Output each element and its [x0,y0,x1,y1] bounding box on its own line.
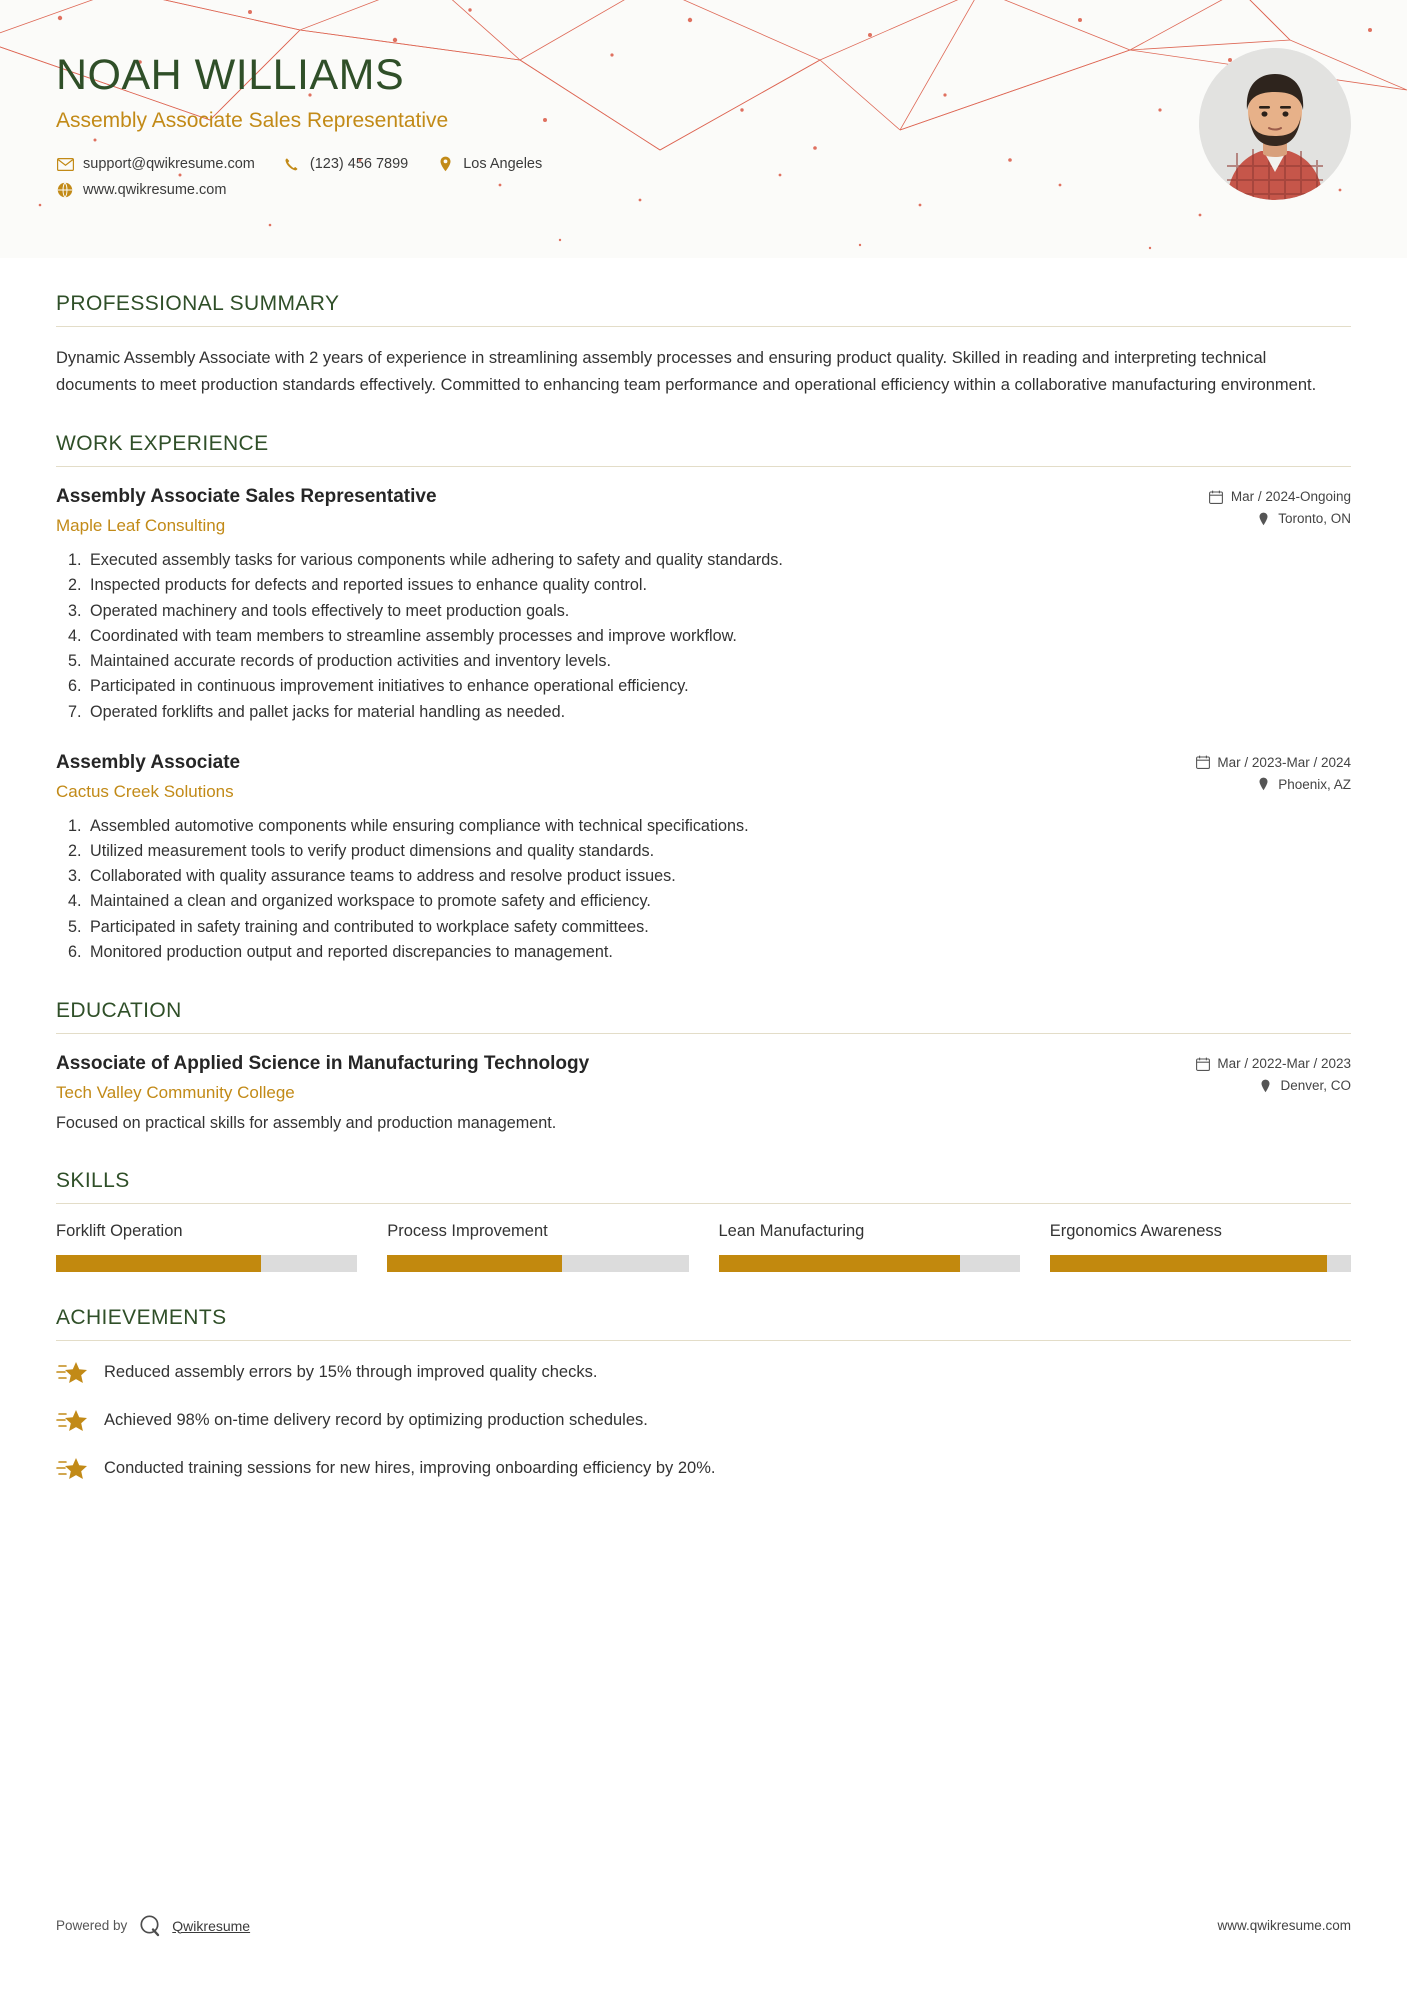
education-school: Tech Valley Community College [56,1082,295,1102]
skill-name: Forklift Operation [56,1222,183,1241]
section-divider [56,1203,1351,1204]
education-degree: Associate of Applied Science in Manufacturing Technology [56,1053,590,1075]
section-skills [56,1169,1351,1272]
contact-info [56,155,1351,183]
footer-website[interactable]: www.qwikresume.com [1217,1918,1351,1933]
list-item: 1. Executed assembly tasks for various components while adhering to safety and quality standards. [86,548,1351,573]
section-professional-summary [56,292,1351,398]
star-icon [56,1455,90,1481]
job-role: Assembly Associate Sales Representative [56,486,437,508]
globe-icon [56,181,74,199]
contact-phone[interactable] [283,155,408,173]
job-company: Cactus Creek Solutions [56,781,234,801]
section-divider [56,466,1351,467]
phone-icon [283,155,301,173]
section-work-experience [56,432,1351,965]
resume-header [0,0,1407,258]
list-item: 1. Assembled automotive components while ensuring compliance with technical specifications. [86,814,1351,839]
section-title-education: EDUCATION [56,999,182,1023]
map-pin-icon [1256,511,1271,526]
section-achievements [56,1306,1351,1481]
education-entry [56,1052,1351,1135]
section-divider [56,326,1351,327]
summary-text: Dynamic Assembly Associate with 2 years of experience in streamlining assembly processes and ensuring product quality. Skilled in reading and interpreting technical documents to meet production standards effectively. Committed to enhancing team performance and operational efficiency within a collaborative manufacturing environment. [56,349,1317,394]
contact-info-second-row [56,181,1351,209]
job-dates [1209,489,1351,504]
skill-item [719,1222,1020,1272]
skill-name: Lean Manufacturing [718,1222,865,1241]
achievement-item [56,1359,1351,1385]
section-title-summary: PROFESSIONAL SUMMARY [56,292,340,315]
section-title-achievements: ACHIEVEMENTS [56,1306,227,1330]
education-dates-text: Mar / 2022-Mar / 2023 [1217,1056,1351,1072]
skill-name: Process Improvement [387,1222,548,1241]
section-divider [56,1340,1351,1341]
list-item: 5. Maintained accurate records of production activities and inventory levels. [86,649,1351,674]
job-bullet-list [56,814,1351,966]
skill-bar-fill [387,1255,562,1272]
skill-item [56,1222,357,1272]
achievement-item [56,1455,1351,1481]
footer [56,1913,1351,1938]
location-icon [436,155,454,173]
skill-bar-track [719,1255,1020,1272]
list-item: 3. Collaborated with quality assurance teams to address and resolve product issues. [86,864,1351,889]
star-icon [56,1407,90,1433]
section-education [56,999,1351,1135]
list-item: 6. Monitored production output and reported discrepancies to management. [86,940,1351,965]
list-item: 4. Maintained a clean and organized workspace to promote safety and efficiency. [86,889,1351,914]
skill-bar-track [1050,1255,1351,1272]
contact-website[interactable] [56,181,226,199]
achievement-text: Achieved 98% on-time delivery record by optimizing production schedules. [104,1410,648,1429]
list-item: 2. Inspected products for defects and reported issues to enhance quality control. [86,573,1351,598]
achievement-text: Reduced assembly errors by 15% through improved quality checks. [104,1362,598,1381]
skill-name: Ergonomics Awareness [1049,1222,1222,1241]
skills-grid [56,1222,1351,1272]
contact-website-text: www.qwikresume.com [83,182,227,199]
job-bullet-list [56,548,1351,725]
list-item: 5. Participated in safety training and contributed to workplace safety committees. [86,915,1351,940]
contact-location-text: Los Angeles [463,156,543,173]
skill-bar-track [387,1255,688,1272]
email-icon [56,155,74,173]
education-dates [1195,1056,1351,1071]
skill-bar-track [56,1255,357,1272]
job-location [1195,777,1351,792]
footer-powered-by: Powered by [56,1918,128,1933]
experience-entry [56,485,1351,725]
list-item: 2. Utilized measurement tools to verify product dimensions and quality standards. [86,839,1351,864]
section-title-experience: WORK EXPERIENCE [56,432,269,456]
experience-entry [56,751,1351,965]
education-location [1195,1078,1351,1093]
calendar-icon [1209,489,1224,504]
list-item: 4. Coordinated with team members to streamline assembly processes and improve workflow. [86,624,1351,649]
skill-item [387,1222,688,1272]
footer-brand-link[interactable]: Qwikresume [172,1917,251,1934]
job-location-text: Toronto, ON [1278,511,1351,527]
section-divider [56,1033,1351,1034]
job-location-text: Phoenix, AZ [1278,776,1351,792]
header-job-title: Assembly Associate Sales Representative [56,109,449,133]
contact-email-text: support@qwikresume.com [83,156,255,173]
job-location [1209,511,1351,526]
job-role: Assembly Associate [56,751,241,773]
footer-branding [56,1913,250,1938]
calendar-icon [1195,1056,1210,1071]
section-title-skills: SKILLS [56,1169,130,1193]
skill-bar-fill [719,1255,960,1272]
contact-email[interactable] [56,155,255,173]
page-title: NOAH WILLIAMS [56,51,405,99]
education-location-text: Denver, CO [1280,1078,1351,1094]
map-pin-icon [1258,1078,1273,1093]
job-dates-text: Mar / 2023-Mar / 2024 [1217,754,1351,770]
job-dates [1195,755,1351,770]
contact-phone-text: (123) 456 7899 [309,156,409,173]
calendar-icon [1195,755,1210,770]
contact-location [436,155,542,173]
achievement-text: Conducted training sessions for new hires, improving onboarding efficiency by 20%. [104,1458,716,1477]
star-icon [56,1359,90,1385]
list-item: 6. Participated in continuous improvement initiatives to enhance operational efficiency. [86,674,1351,699]
education-description: Focused on practical skills for assembly and production management. [56,1113,557,1132]
qwikresume-logo-icon [137,1913,162,1938]
job-dates-text: Mar / 2024-Ongoing [1230,489,1351,505]
map-pin-icon [1256,777,1271,792]
list-item: 3. Operated machinery and tools effectively to meet production goals. [86,599,1351,624]
skill-item [1050,1222,1351,1272]
job-company: Maple Leaf Consulting [56,516,226,536]
achievement-item [56,1407,1351,1433]
skill-bar-fill [1050,1255,1327,1272]
skill-bar-fill [56,1255,261,1272]
list-item: 7. Operated forklifts and pallet jacks for material handling as needed. [86,700,1351,725]
avatar [1199,48,1351,200]
